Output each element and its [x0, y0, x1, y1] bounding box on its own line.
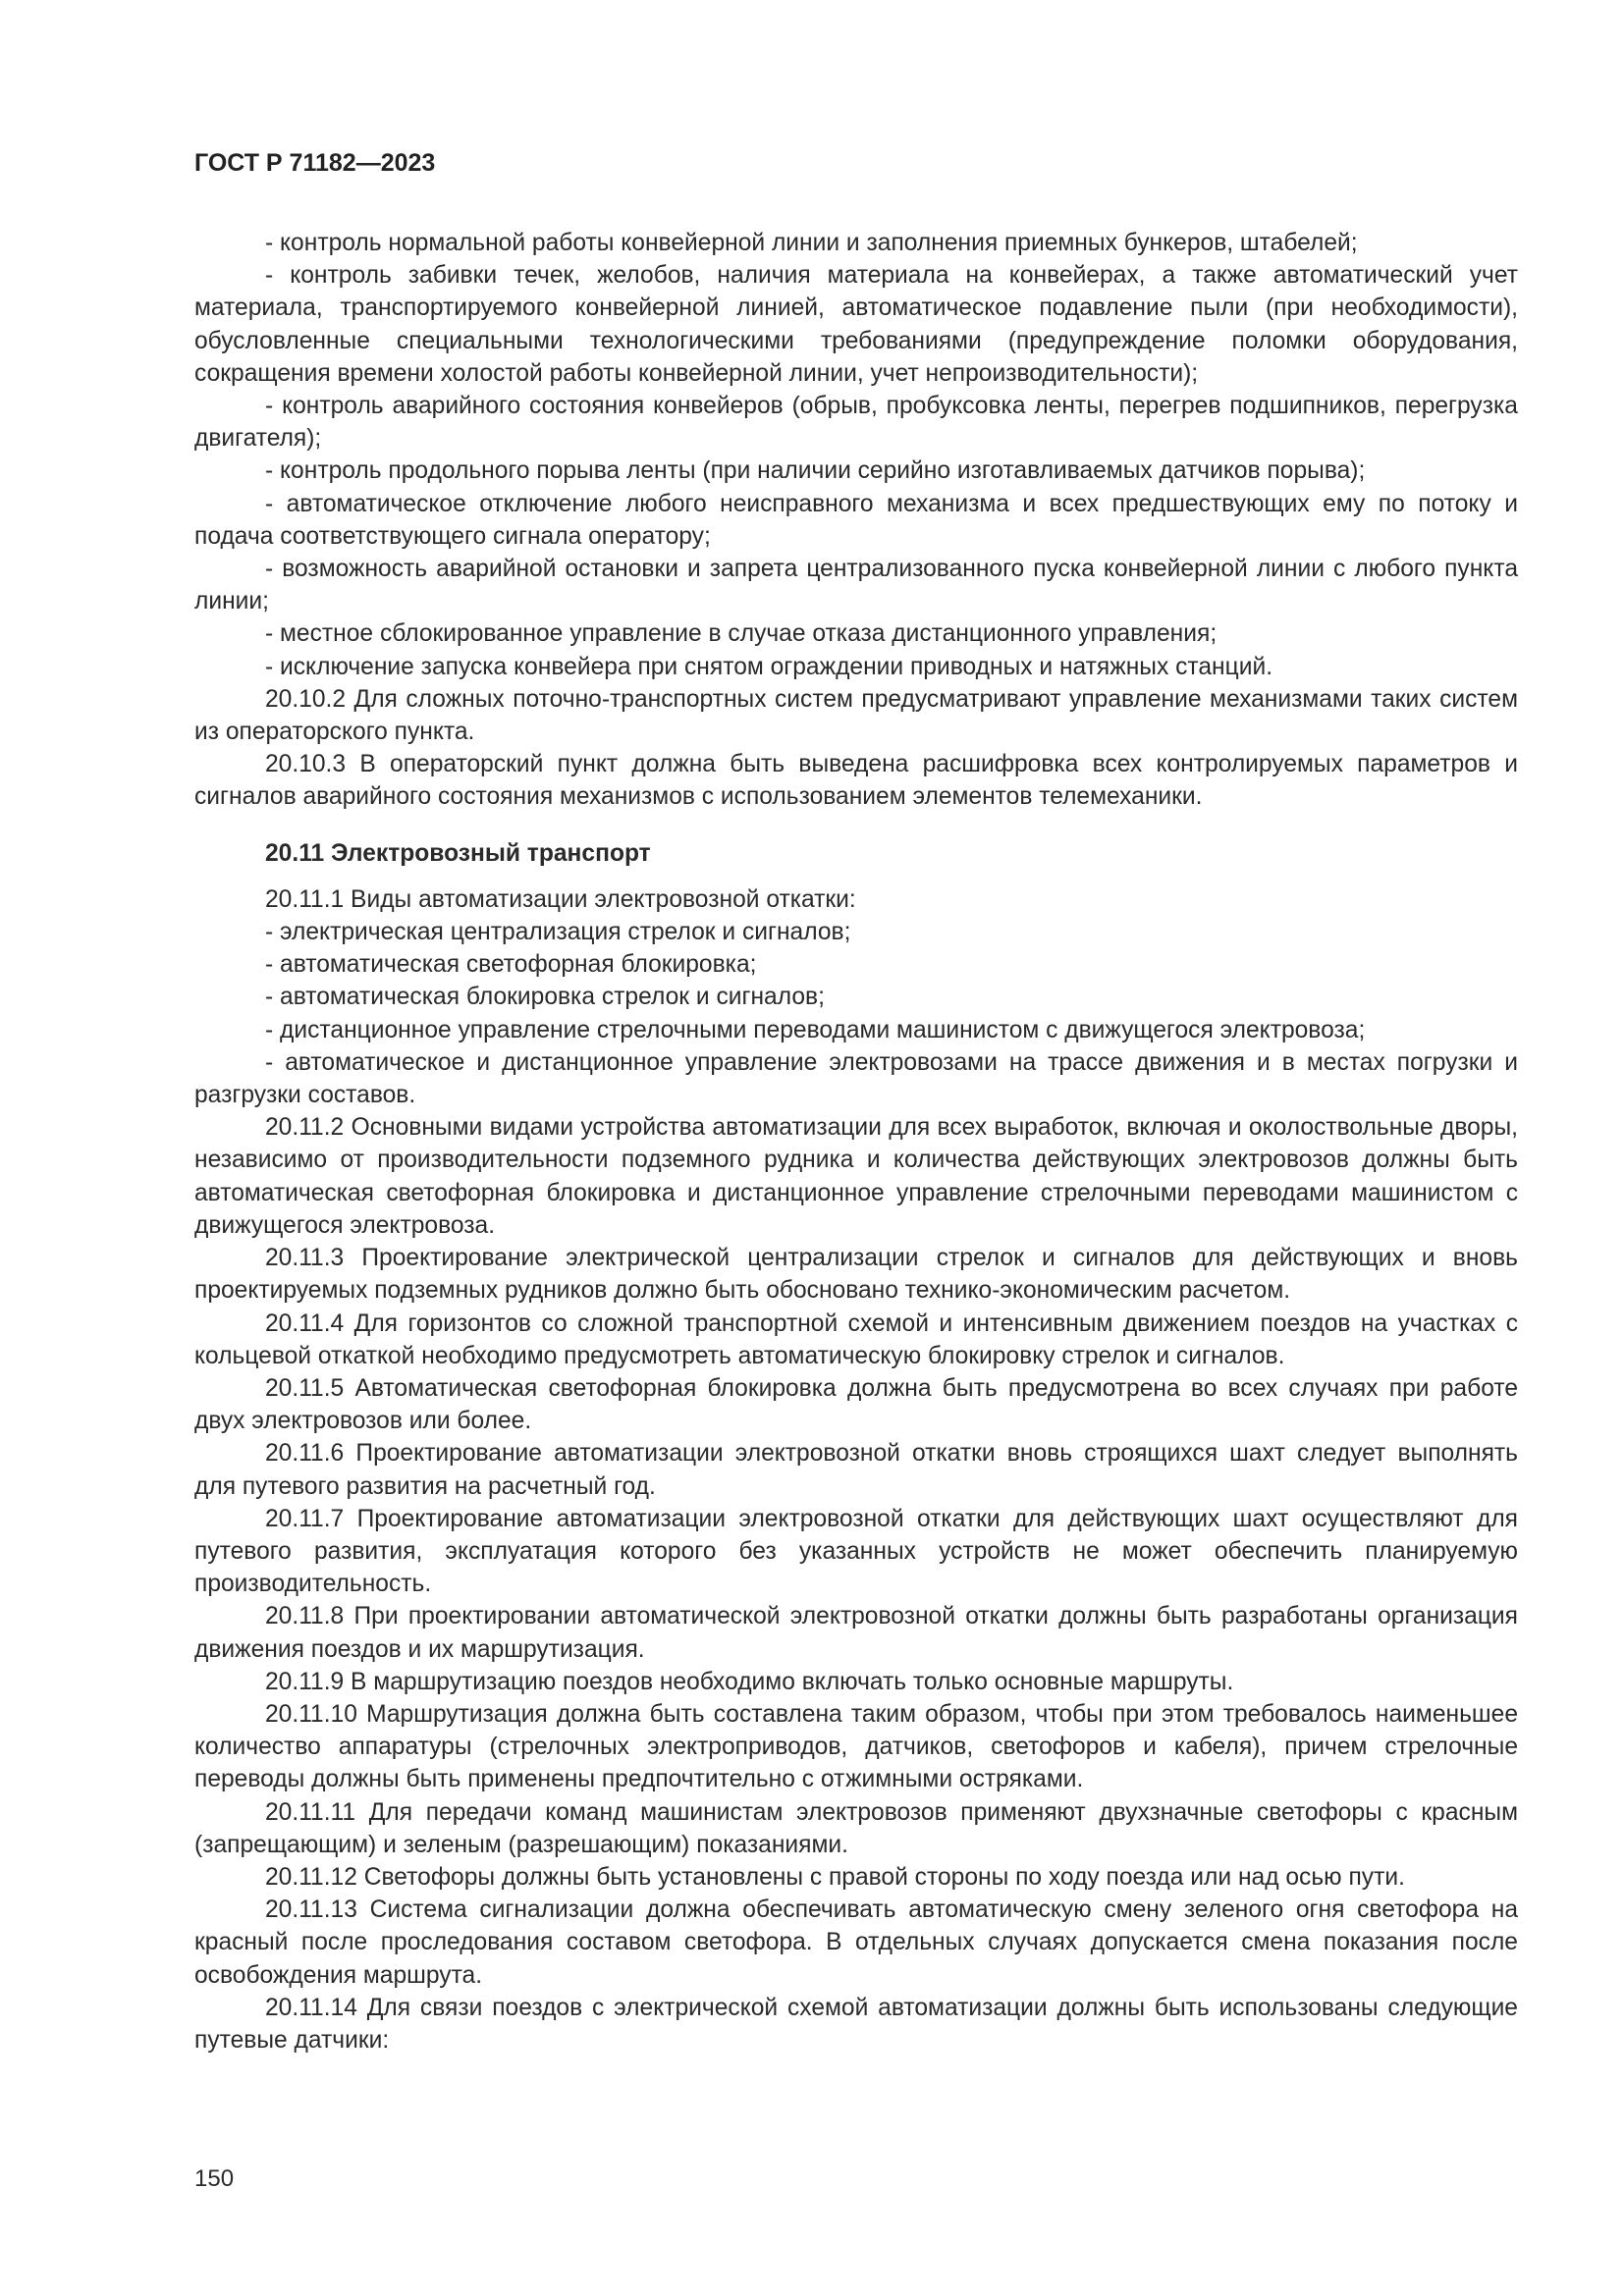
document-body	[194, 227, 1518, 2056]
paragraph: - контроль нормальной работы конвейерной линии и заполнения приемных бункеров, штабелей;	[265, 230, 1358, 256]
paragraph: - исключение запуска конвейера при снятом ограждении приводных и натяжных станций.	[265, 653, 1273, 680]
paragraph: - местное сблокированное управление в случае отказа дистанционного управления;	[265, 620, 1218, 648]
paragraph: 20.11.6 Проектирование автоматизации электровозной откатки вновь строящихся шахт следует выполнять для путевого развития на расчетный год.	[194, 1440, 1518, 1500]
paragraph: - контроль аварийного состояния конвейеров (обрыв, пробуксовка ленты, перегрев подшипников, перегрузка двигателя);	[194, 393, 1518, 453]
page-number: 150	[194, 2165, 235, 2192]
paragraph: - дистанционное управление стрелочными переводами машинистом с движущегося электровоза;	[265, 1016, 1366, 1043]
paragraph: 20.11.2 Основными видами устройства автоматизации для всех выработок, включая и околоствольные дворы, независимо от производительности подземного рудника и количества действующих электровозов должны быть автоматическая светофорная блокировка и дистанционное управление стрелочными переводами машинистом с движущегося электровоза.	[194, 1114, 1518, 1239]
paragraph: 20.11.5 Автоматическая светофорная блокировка должна быть предусмотрена во всех случаях при работе двух электровозов или более.	[194, 1374, 1518, 1435]
paragraph-group-conveyor	[194, 227, 1518, 814]
paragraph: - автоматическое и дистанционное управление электровозами на трассе движения и в местах погрузки и разгрузки составов.	[194, 1048, 1518, 1109]
paragraph: 20.10.2 Для сложных поточно-транспортных систем предусматривают управление механизмами таких систем из операторского пункта.	[194, 685, 1518, 746]
paragraph: 20.10.3 В операторский пункт должна быть выведена расшифровка всех контролируемых параметров и сигналов аварийного состояния механизмов с использованием элементов телемеханики.	[194, 751, 1518, 811]
paragraph: - автоматическая светофорная блокировка;	[265, 951, 757, 979]
paragraph: 20.11.12 Светофоры должны быть установлены с правой стороны по ходу поезда или над осью пути.	[265, 1863, 1405, 1891]
paragraph: 20.11.4 Для горизонтов со сложной транспортной схемой и интенсивным движением поездов на участках с кольцевой откаткой необходимо предусмотреть автоматическую блокировку стрелок и сигналов.	[194, 1309, 1518, 1369]
paragraph-group-electric-locomotive	[194, 883, 1518, 2056]
paragraph: - контроль продольного порыва ленты (при наличии серийно изготавливаемых датчиков порыва);	[265, 457, 1366, 485]
paragraph: - электрическая централизация стрелок и сигналов;	[265, 919, 851, 946]
paragraph: 20.11.3 Проектирование электрической централизации стрелок и сигналов для действующих и вновь проектируемых подземных рудников должно быть обосновано технико-экономическим расчетом.	[194, 1245, 1518, 1305]
paragraph: 20.11.1 Виды автоматизации электровозной откатки:	[265, 885, 856, 913]
paragraph: - автоматическое отключение любого неисправного механизма и всех предшествующих ему по потоку и подача соответствующего сигнала оператору;	[194, 490, 1518, 550]
paragraph: 20.11.13 Система сигнализации должна обеспечивать автоматическую смену зеленого огня светофора на красный после проследования составом светофора. В отдельных случаях допускается смена показания после освобождения маршрута.	[194, 1896, 1518, 1989]
paragraph: - автоматическая блокировка стрелок и сигналов;	[265, 984, 825, 1011]
section-heading: 20.11 Электровозный транспорт	[265, 839, 651, 867]
paragraph: 20.11.10 Маршрутизация должна быть составлена таким образом, чтобы при этом требовалось наименьшее количество аппаратуры (стрелочных электроприводов, датчиков, светофоров и кабеля), причем стрелочные переводы должны быть применены предпочтительно с отжимными остряками.	[194, 1700, 1518, 1793]
document-header: ГОСТ Р 71182—2023	[194, 149, 436, 177]
paragraph: 20.11.8 При проектировании автоматической электровозной откатки должны быть разработаны организация движения поездов и их маршрутизация.	[194, 1603, 1518, 1663]
paragraph: 20.11.14 Для связи поездов с электрической схемой автоматизации должны быть использованы следующие путевые датчики:	[194, 1994, 1518, 2054]
paragraph: 20.11.9 В маршрутизацию поездов необходимо включать только основные маршруты.	[265, 1668, 1234, 1695]
paragraph: 20.11.7 Проектирование автоматизации электровозной откатки для действующих шахт осуществляют для путевого развития, эксплуатация которого без указанных устройств не может обеспечить планируемую производительность.	[194, 1505, 1518, 1598]
paragraph: 20.11.11 Для передачи команд машинистам электровозов применяют двухзначные светофоры с красным (запрещающим) и зеленым (разрешающим) показаниями.	[194, 1798, 1518, 1858]
paragraph: - возможность аварийной остановки и запрета централизованного пуска конвейерной линии с любого пункта линии;	[194, 556, 1518, 615]
paragraph: - контроль забивки течек, желобов, наличия материала на конвейерах, а также автоматический учет материала, транспортируемого конвейерной линией, автоматическое подавление пыли (при необходимости), обусловленные специальными технологическими требованиями (предупреждение поломки оборудования, сокращения времени холостой работы конвейерной линии, учет непроизводительности);	[194, 262, 1518, 387]
